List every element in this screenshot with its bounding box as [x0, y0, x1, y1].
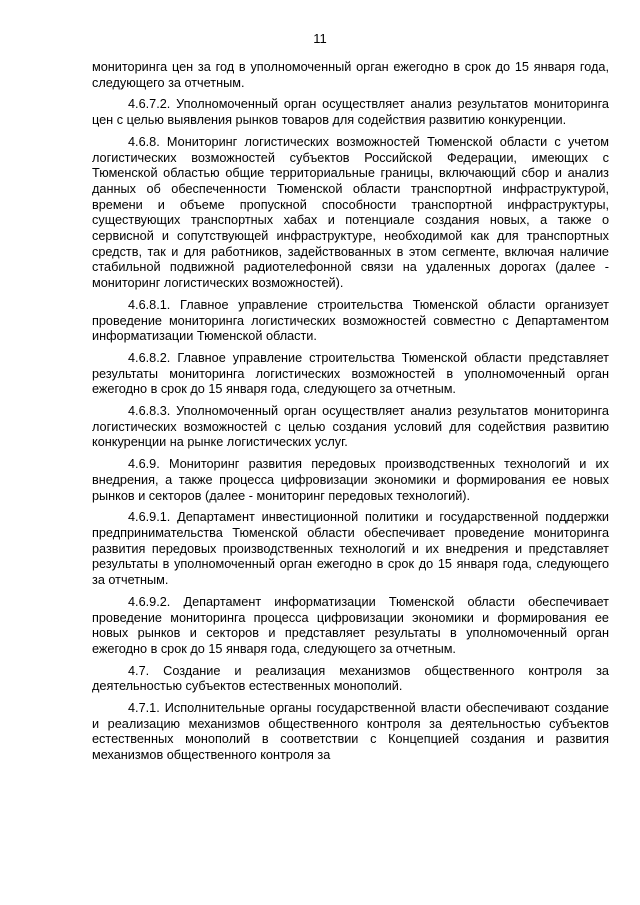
- paragraph-4-6-9: 4.6.9. Мониторинг развития передовых производственных технологий и их внедрения, а также процесса цифровизации экономики и формирования ее новых рынков и секторов (далее - мониторинг передовых технологий).: [92, 457, 609, 503]
- page-number: 11: [313, 31, 327, 46]
- paragraph-4-6-8-1: 4.6.8.1. Главное управление строительства Тюменской области организует проведение мониторинга логистических возможностей совместно с Департаментом информатизации Тюменской области.: [92, 297, 609, 344]
- paragraph-4-6-9-1: 4.6.9.1. Департамент инвестиционной политики и государственной поддержки предпринимательства Тюменской области обеспечивает проведение мониторинга развития передовых производственных технологий и их внедрения и представляет результаты в уполномоченный орган ежегодно в срок до 15 января года, следующего за отчетным.: [92, 510, 609, 588]
- paragraph-4-6-8-2: 4.6.8.2. Главное управление строительства Тюменской области представляет результаты мониторинга логистических возможностей в уполномоченный орган ежегодно в срок до 15 января года, следующего за отчетным.: [92, 350, 609, 397]
- paragraph-4-6-8-3: 4.6.8.3. Уполномоченный орган осуществляет анализ результатов мониторинга логистических возможностей с целью создания условий для содействия развитию конкуренции на рынке логистических услуг.: [92, 404, 609, 450]
- paragraph-4-6-9-2: 4.6.9.2. Департамент информатизации Тюменской области обеспечивает проведение мониторинга процесса цифровизации экономики и формирования ее новых рынков и секторов и представляет результаты в уполномоченный орган ежегодно в срок до 15 января года, следующего за отчетным.: [92, 594, 609, 656]
- paragraph-4-6-7-2: 4.6.7.2. Уполномоченный орган осуществляет анализ результатов мониторинга цен с целью выявления рынков товаров для содействия развитию конкуренции.: [92, 97, 609, 128]
- paragraph-4-6-8: 4.6.8. Мониторинг логистических возможностей Тюменской области с учетом логистических возможностей субъектов Российской Федерации, имеющих с Тюменской областью общие территориальные границы, включающий сбор и анализ данных об обеспеченности Тюменской области транспортной инфраструктурой, времени и объеме пропускной способности транспортной инфраструктуры, существующих транспортных хабах и потенциале создания новых, а также о сервисной и сопутствующей инфраструктуре, необходимой как для транспортных средств, так и для работников, задействованных в этом сегменте, включая наличие стабильной подвижной радиотелефонной связи на удаленных дорогах (далее - мониторинг логистических возможностей).: [92, 134, 609, 291]
- paragraph-4-7: 4.7. Создание и реализация механизмов общественного контроля за деятельностью субъектов естественных монополий.: [92, 663, 609, 694]
- paragraph-4-7-1: 4.7.1. Исполнительные органы государственной власти обеспечивают создание и реализацию механизмов общественного контроля за деятельностью субъектов естественных монополий в соответствии с Концепцией создания и развития механизмов общественного контроля за: [92, 701, 609, 763]
- paragraph-continuation: мониторинга цен за год в уполномоченный орган ежегодно в срок до 15 января года, следующего за отчетным.: [92, 60, 609, 90]
- document-body: [92, 60, 609, 770]
